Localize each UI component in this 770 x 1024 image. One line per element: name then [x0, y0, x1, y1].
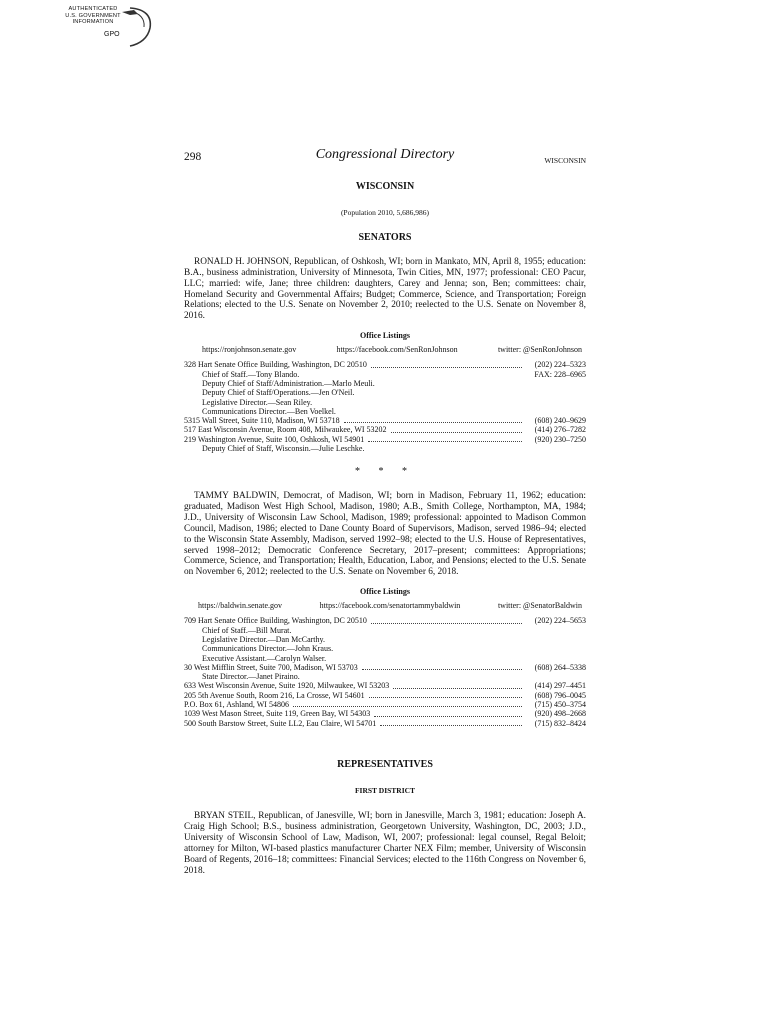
- office-phone: (202) 224–5323: [534, 360, 586, 370]
- staff-entry: Communications Director.—Ben Voelkel.: [202, 406, 336, 416]
- leader-dots: [344, 422, 522, 423]
- office-list: [184, 360, 586, 453]
- page-number: 298: [184, 151, 202, 163]
- office-row: [184, 616, 586, 625]
- office-row: [184, 416, 586, 425]
- population: (Population 2010, 5,686,986): [340, 207, 430, 217]
- office-listings-heading: Office Listings: [360, 587, 410, 597]
- facebook-link[interactable]: https://facebook.com/SenRonJohnson: [336, 344, 458, 354]
- office-listings-heading: Office Listings: [360, 331, 410, 341]
- leader-dots: [369, 697, 522, 698]
- office-phone: (414) 297–4451: [534, 681, 586, 691]
- office-row: [184, 435, 586, 444]
- website-link[interactable]: https://ronjohnson.senate.gov: [202, 344, 297, 354]
- office-row: [184, 681, 586, 690]
- office-row: [184, 700, 586, 709]
- staff-entry: Deputy Chief of Staff/Administration.—Marlo Meuli.: [202, 379, 375, 388]
- seal-gpo-label: GPO: [104, 31, 120, 38]
- office-phone: (608) 796–0045: [534, 690, 586, 700]
- contact-links: [184, 598, 586, 612]
- seal-line: AUTHENTICATED: [68, 6, 118, 12]
- office-address: 30 West Mifflin Street, Suite 700, Madison, WI 53703: [184, 662, 358, 672]
- contact-links: [184, 342, 586, 356]
- staff-entry: Legislative Director.—Sean Riley.: [202, 397, 313, 407]
- running-state: WISCONSIN: [544, 156, 586, 165]
- office-fax: FAX: 228–6965: [534, 369, 586, 379]
- office-list: [184, 616, 586, 728]
- directory-page: [184, 147, 586, 877]
- gpo-authentication-seal: [60, 6, 160, 50]
- section-separator: * * *: [355, 466, 415, 478]
- rep-steil-bio: BRYAN STEIL, Republican, of Janesville, WI; born in Janesville, March 3, 1981; education: Joseph A. Craig High School; B.S., business administration, Georgetown University, Washington, DC, 2003; J.D., University of Wisconsin School of Law, Madison, WI, 2007; professional: legal counsel, Regal Beloit; attorney for Milton, WI-based plastics manufacturer Charter NEX Film; member, University of Wisconsin Board of Regents, 2016–18; committees: Financial Services; elected to the 116th Congress on November 6, 2018.: [184, 811, 586, 876]
- senator-baldwin-bio: TAMMY BALDWIN, Democrat, of Madison, WI; born in Madison, February 11, 1962; education: graduated, Madison West High School, Madison, 1980; A.B., Smith College, Northampton, MA, 1984; J.D., University of Wisconsin Law School, Madison, 1989; professional: appointed to Madison Common Council, Madison, 1986; elected to Dane County Board of Supervisors, Madison, served 1986–94; elected to the Wisconsin State Assembly, Madison, served 1992–98; elected to the U.S. House of Representatives, served 1998–2012; Democratic Conference Secretary, 2017–present; committees: Appropriations; Commerce, Science, and Transportation; Health, Education, Labor, and Pensions; elected to the U.S. Senate on November 6, 2012; reelected to the U.S. Senate on November 6, 2018.: [184, 490, 586, 578]
- office-address: 709 Hart Senate Office Building, Washington, DC 20510: [184, 616, 367, 626]
- senators-heading: SENATORS: [358, 232, 412, 244]
- twitter-handle[interactable]: twitter: @SenRonJohnson: [497, 344, 582, 354]
- leader-dots: [362, 669, 522, 670]
- office-phone: (715) 450–3754: [534, 700, 586, 710]
- twitter-handle[interactable]: twitter: @SenatorBaldwin: [497, 600, 582, 610]
- leader-dots: [371, 367, 522, 368]
- staff-entry: Legislative Director.—Dan McCarthy.: [202, 635, 325, 644]
- office-row: [184, 663, 586, 672]
- office-address: 500 South Barstow Street, Suite LL2, Eau Claire, WI 54701: [184, 718, 377, 728]
- seal-line: INFORMATION: [72, 19, 114, 26]
- leader-dots: [293, 706, 522, 707]
- office-row: [184, 709, 586, 718]
- leader-dots: [393, 688, 522, 689]
- staff-entry: State Director.—Janet Piraino.: [202, 672, 300, 682]
- seal-line: U.S. GOVERNMENT: [65, 12, 121, 19]
- staff-entry: Deputy Chief of Staff, Wisconsin.—Julie Leschke.: [202, 444, 365, 454]
- leader-dots: [374, 716, 522, 717]
- staff-entry: Chief of Staff.—Tony Blando.: [202, 369, 300, 379]
- facebook-link[interactable]: https://facebook.com/senatortammybaldwin: [319, 600, 461, 610]
- office-phone: (608) 264–5338: [534, 662, 586, 672]
- running-title: Congressional Directory: [315, 147, 455, 162]
- office-phone: (920) 498–2668: [534, 709, 586, 719]
- staff-entry: Deputy Chief of Staff/Operations.—Jen O'Neil.: [202, 388, 355, 398]
- leader-dots: [371, 623, 522, 624]
- office-phone: (414) 276–7282: [534, 425, 586, 435]
- website-link[interactable]: https://baldwin.senate.gov: [198, 600, 282, 610]
- office-address: 1039 West Mason Street, Suite 119, Green Bay, WI 54303: [184, 709, 371, 719]
- staff-entry: Communications Director.—John Kraus.: [202, 644, 334, 654]
- office-phone: (608) 240–9629: [534, 416, 586, 426]
- state-title: WISCONSIN: [355, 181, 415, 192]
- leader-dots: [368, 441, 522, 442]
- running-header: [184, 147, 586, 170]
- office-row: [184, 370, 586, 379]
- office-address: 219 Washington Avenue, Suite 100, Oshkosh, WI 54901: [184, 434, 365, 444]
- leader-dots: [391, 432, 522, 433]
- office-address: 633 West Wisconsin Avenue, Suite 1920, Milwaukee, WI 53203: [184, 681, 390, 691]
- eagle-icon: [100, 6, 160, 50]
- office-address: 517 East Wisconsin Avenue, Room 408, Milwaukee, WI 53202: [184, 425, 387, 435]
- office-row: [184, 719, 586, 728]
- office-address: 328 Hart Senate Office Building, Washington, DC 20510: [184, 360, 367, 370]
- office-phone: (920) 230–7250: [534, 434, 586, 444]
- office-phone: (202) 224–5653: [534, 616, 586, 626]
- office-address: 205 5th Avenue South, Room 216, La Crosse, WI 54601: [184, 690, 365, 700]
- office-row: [184, 425, 586, 434]
- leader-dots: [380, 725, 522, 726]
- staff-entry: Chief of Staff.—Bill Murat.: [202, 625, 292, 635]
- office-row: [184, 360, 586, 369]
- senator-johnson-bio: RONALD H. JOHNSON, Republican, of Oshkosh, WI; born in Mankato, MN, April 8, 1955; education: B.A., business administration, University of Minnesota, Twin Cities, MN, 1977; professional: CEO Pacur, LLC; married: wife, Jane; three children: daughters, Carey and Jenna; son, Ben; committees: chair, Homeland Security and Governmental Affairs; Budget; Commerce, Science, and Transportation; Foreign Relations; elected to the U.S. Senate on November 2, 2010; reelected to the U.S. Senate on November 8, 2016.: [184, 256, 586, 322]
- district-heading: FIRST DISTRICT: [354, 785, 416, 795]
- office-address: 5315 Wall Street, Suite 110, Madison, WI 53718: [184, 416, 340, 426]
- office-row: [184, 691, 586, 700]
- office-phone: (715) 832–8424: [534, 718, 586, 728]
- representatives-heading: REPRESENTATIVES: [337, 758, 433, 770]
- office-address: P.O. Box 61, Ashland, WI 54806: [184, 700, 289, 710]
- staff-entry: Executive Assistant.—Carolyn Walser.: [202, 653, 327, 663]
